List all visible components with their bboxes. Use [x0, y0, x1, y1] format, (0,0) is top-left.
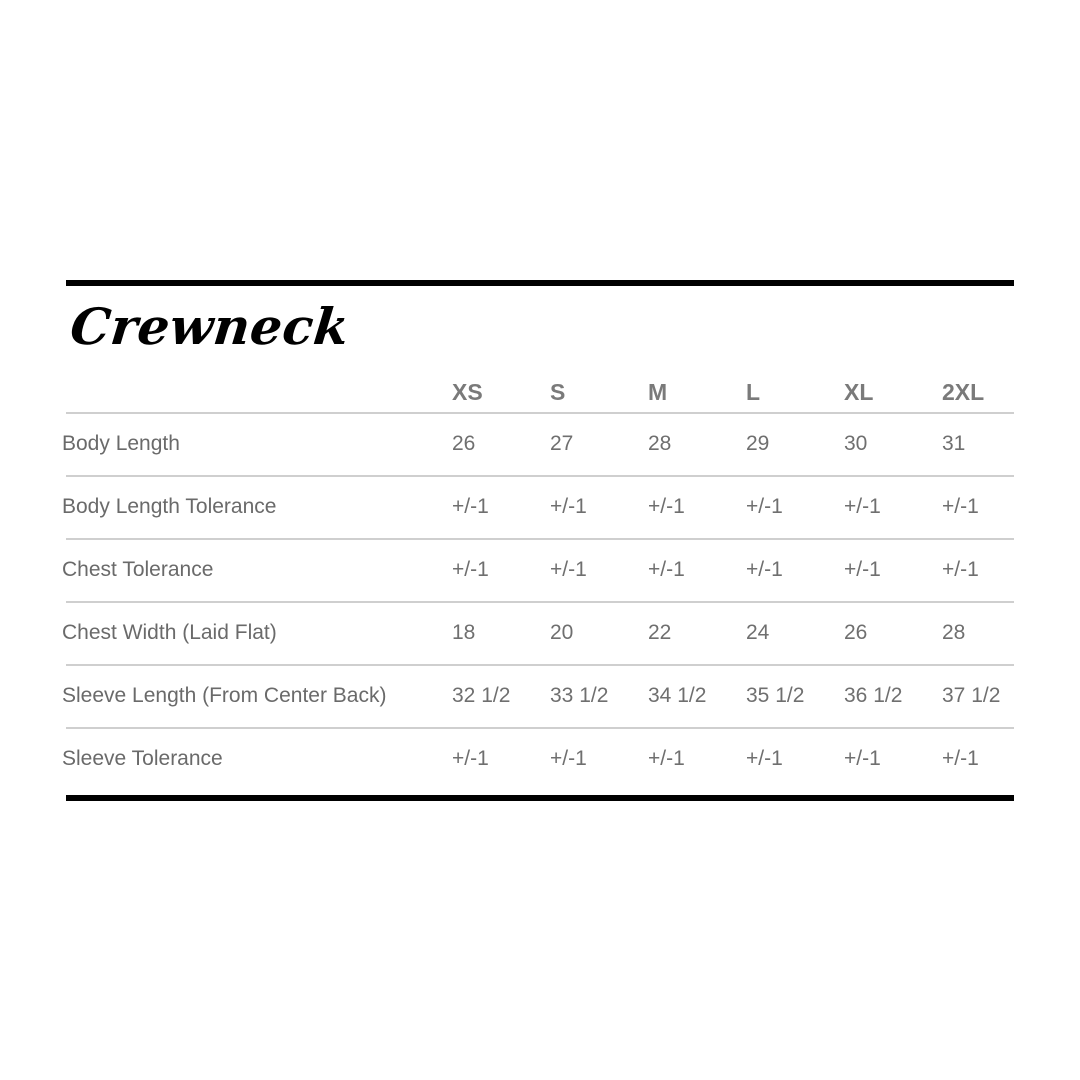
row-label: Body Length Tolerance [62, 495, 277, 518]
size-chart-table [62, 370, 1014, 790]
table-row [62, 540, 1014, 603]
table-cell: 22 [648, 621, 672, 644]
row-label: Chest Width (Laid Flat) [62, 621, 277, 644]
table-cell: +/-1 [452, 558, 489, 581]
table-cell: +/-1 [746, 558, 783, 581]
table-row [62, 729, 1014, 790]
table-cell: 35 1/2 [746, 684, 805, 707]
row-label: Body Length [62, 432, 180, 455]
table-cell: +/-1 [942, 558, 979, 581]
table-cell: +/-1 [746, 495, 783, 518]
table-cell: 30 [844, 432, 868, 455]
table-cell: +/-1 [452, 495, 489, 518]
table-cell: +/-1 [648, 558, 685, 581]
table-cell: 32 1/2 [452, 684, 511, 707]
table-row [62, 414, 1014, 477]
table-cell: 28 [648, 432, 672, 455]
table-row [62, 477, 1014, 540]
row-label: Chest Tolerance [62, 558, 214, 581]
table-cell: 34 1/2 [648, 684, 707, 707]
top-rule [66, 280, 1014, 286]
table-cell: 18 [452, 621, 476, 644]
table-cell: +/-1 [452, 747, 489, 770]
table-cell: +/-1 [550, 747, 587, 770]
table-row [62, 666, 1014, 729]
row-label: Sleeve Tolerance [62, 747, 223, 770]
table-cell: 31 [942, 432, 966, 455]
table-cell: +/-1 [648, 495, 685, 518]
size-header-xs: XS [452, 379, 483, 405]
table-header-row [66, 370, 1014, 414]
row-label: Sleeve Length (From Center Back) [62, 684, 387, 707]
table-cell: 28 [942, 621, 966, 644]
table-cell: +/-1 [844, 558, 881, 581]
table-row [62, 603, 1014, 666]
size-header-l: L [746, 379, 761, 405]
table-cell: 37 1/2 [942, 684, 1001, 707]
table-cell: 26 [452, 432, 476, 455]
table-cell: +/-1 [942, 495, 979, 518]
table-cell: 20 [550, 621, 574, 644]
table-cell: +/-1 [550, 558, 587, 581]
table-cell: +/-1 [844, 495, 881, 518]
table-cell: 29 [746, 432, 770, 455]
size-header-m: M [648, 379, 668, 405]
table-cell: 26 [844, 621, 868, 644]
table-cell: +/-1 [648, 747, 685, 770]
table-cell: +/-1 [844, 747, 881, 770]
table-cell: 24 [746, 621, 770, 644]
table-cell: +/-1 [746, 747, 783, 770]
bottom-rule [66, 795, 1014, 801]
table-cell: +/-1 [942, 747, 979, 770]
size-header-xl: XL [844, 379, 874, 405]
size-header-2xl: 2XL [942, 379, 985, 405]
table-cell: 27 [550, 432, 574, 455]
page-title: Crewneck [67, 297, 353, 356]
size-header-s: S [550, 379, 566, 405]
table-cell: +/-1 [550, 495, 587, 518]
table-cell: 36 1/2 [844, 684, 903, 707]
table-cell: 33 1/2 [550, 684, 609, 707]
